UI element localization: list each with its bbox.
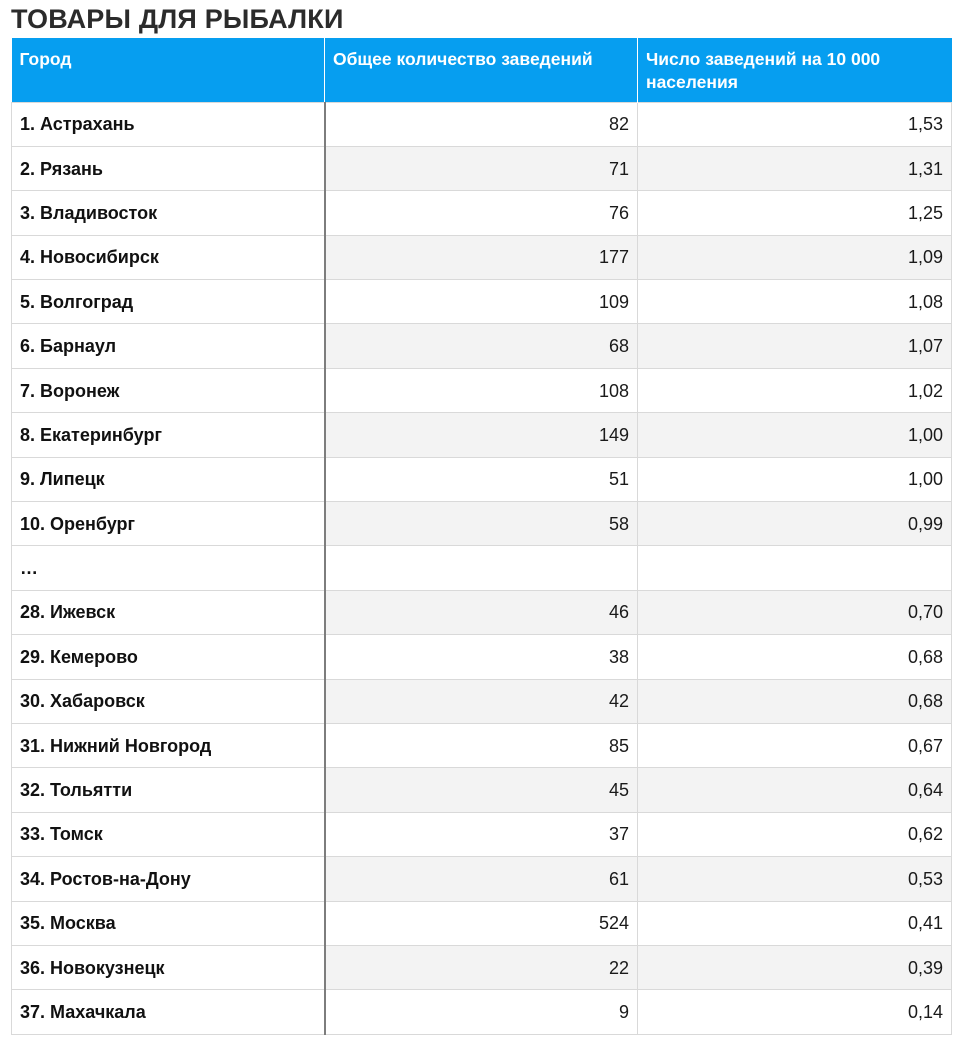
table-row xyxy=(12,768,952,812)
total-count-cell: 524 xyxy=(325,901,638,945)
total-count-cell: 71 xyxy=(325,146,638,190)
total-count-cell: 22 xyxy=(325,945,638,989)
total-count-cell: 109 xyxy=(325,280,638,324)
city-cell: 29. Кемерово xyxy=(12,635,325,679)
table-row xyxy=(12,635,952,679)
per-10000-cell: 1,09 xyxy=(638,235,952,279)
total-count-cell: 58 xyxy=(325,502,638,546)
total-count-cell: 37 xyxy=(325,812,638,856)
table-row xyxy=(12,857,952,901)
total-count-cell: 82 xyxy=(325,102,638,146)
header-per-10000: Число заведений на 10 000 населения xyxy=(638,38,952,102)
city-cell: 5. Волгоград xyxy=(12,280,325,324)
city-cell: 28. Ижевск xyxy=(12,590,325,634)
total-count-cell: 45 xyxy=(325,768,638,812)
table-row xyxy=(12,102,952,146)
table-row xyxy=(12,324,952,368)
city-cell: 4. Новосибирск xyxy=(12,235,325,279)
city-cell: 31. Нижний Новгород xyxy=(12,723,325,767)
per-10000-cell: 0,67 xyxy=(638,723,952,767)
total-count-cell: 149 xyxy=(325,413,638,457)
per-10000-cell: 0,68 xyxy=(638,679,952,723)
per-10000-cell: 1,25 xyxy=(638,191,952,235)
per-10000-cell: 1,31 xyxy=(638,146,952,190)
per-10000-cell: 0,14 xyxy=(638,990,952,1034)
table-row xyxy=(12,679,952,723)
city-cell: 8. Екатеринбург xyxy=(12,413,325,457)
city-cell: 6. Барнаул xyxy=(12,324,325,368)
table-row xyxy=(12,502,952,546)
table-row xyxy=(12,590,952,634)
city-cell: 35. Москва xyxy=(12,901,325,945)
city-cell: 7. Воронеж xyxy=(12,368,325,412)
table-header-row xyxy=(12,38,952,102)
table-row xyxy=(12,990,952,1034)
total-count-cell: 68 xyxy=(325,324,638,368)
table-row xyxy=(12,546,952,590)
per-10000-cell: 0,99 xyxy=(638,502,952,546)
city-cell: 34. Ростов-на-Дону xyxy=(12,857,325,901)
city-cell: 1. Астрахань xyxy=(12,102,325,146)
city-cell: … xyxy=(12,546,325,590)
per-10000-cell: 0,53 xyxy=(638,857,952,901)
city-cell: 10. Оренбург xyxy=(12,502,325,546)
per-10000-cell: 1,08 xyxy=(638,280,952,324)
total-count-cell: 61 xyxy=(325,857,638,901)
per-10000-cell: 1,07 xyxy=(638,324,952,368)
per-10000-cell: 0,68 xyxy=(638,635,952,679)
city-cell: 37. Махачкала xyxy=(12,990,325,1034)
fishing-stores-table xyxy=(11,38,952,1035)
per-10000-cell: 0,70 xyxy=(638,590,952,634)
city-cell: 2. Рязань xyxy=(12,146,325,190)
city-cell: 30. Хабаровск xyxy=(12,679,325,723)
table-row xyxy=(12,457,952,501)
total-count-cell: 76 xyxy=(325,191,638,235)
table-row xyxy=(12,945,952,989)
city-cell: 33. Томск xyxy=(12,812,325,856)
per-10000-cell: 1,02 xyxy=(638,368,952,412)
city-cell: 9. Липецк xyxy=(12,457,325,501)
table-row xyxy=(12,146,952,190)
per-10000-cell: 1,53 xyxy=(638,102,952,146)
table-row xyxy=(12,901,952,945)
per-10000-cell: 1,00 xyxy=(638,457,952,501)
total-count-cell: 51 xyxy=(325,457,638,501)
table-row xyxy=(12,191,952,235)
total-count-cell: 85 xyxy=(325,723,638,767)
total-count-cell: 46 xyxy=(325,590,638,634)
total-count-cell xyxy=(325,546,638,590)
per-10000-cell xyxy=(638,546,952,590)
table-row xyxy=(12,368,952,412)
total-count-cell: 108 xyxy=(325,368,638,412)
per-10000-cell: 0,39 xyxy=(638,945,952,989)
city-cell: 36. Новокузнецк xyxy=(12,945,325,989)
table-row xyxy=(12,235,952,279)
total-count-cell: 38 xyxy=(325,635,638,679)
per-10000-cell: 0,64 xyxy=(638,768,952,812)
total-count-cell: 177 xyxy=(325,235,638,279)
per-10000-cell: 1,00 xyxy=(638,413,952,457)
per-10000-cell: 0,41 xyxy=(638,901,952,945)
total-count-cell: 9 xyxy=(325,990,638,1034)
city-cell: 3. Владивосток xyxy=(12,191,325,235)
per-10000-cell: 0,62 xyxy=(638,812,952,856)
total-count-cell: 42 xyxy=(325,679,638,723)
table-row xyxy=(12,413,952,457)
table-row xyxy=(12,280,952,324)
header-city: Город xyxy=(12,38,325,102)
header-total: Общее количество заведений xyxy=(325,38,638,102)
table-row xyxy=(12,812,952,856)
table-row xyxy=(12,723,952,767)
city-cell: 32. Тольятти xyxy=(12,768,325,812)
page-title: ТОВАРЫ ДЛЯ РЫБАЛКИ xyxy=(11,4,344,34)
